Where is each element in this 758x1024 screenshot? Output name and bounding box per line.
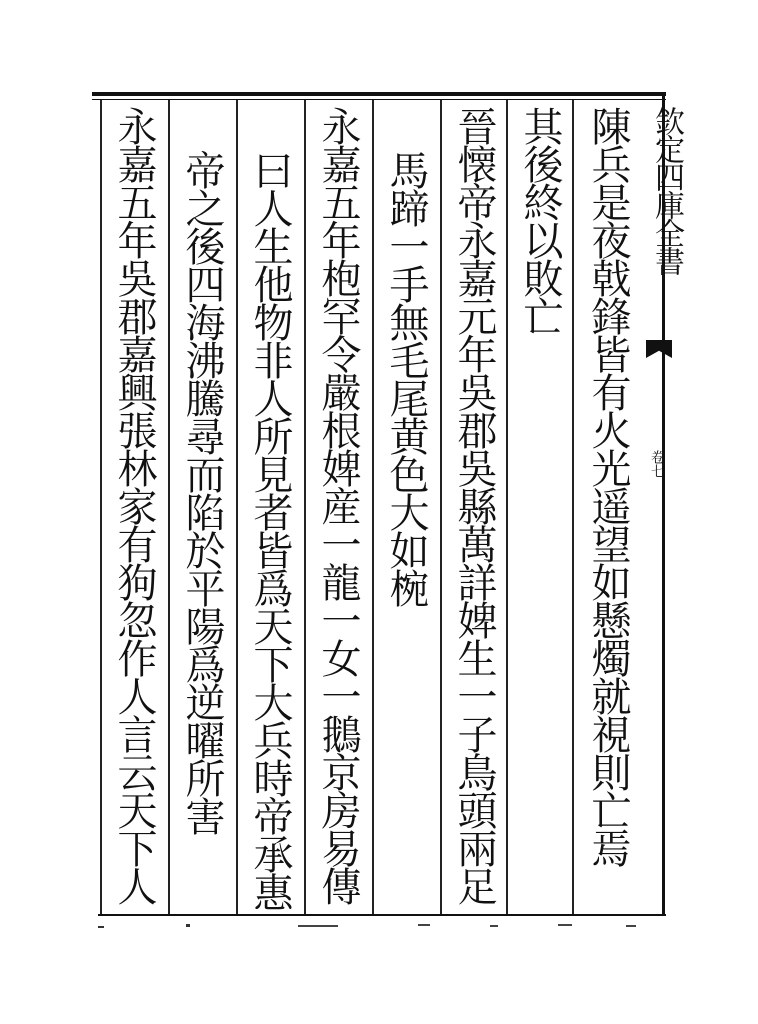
text-column-7 — [170, 150, 234, 958]
text-column-4 — [374, 150, 438, 958]
text-column-5 — [306, 106, 370, 914]
top-border-thin — [92, 99, 666, 100]
column-text: 永嘉五年枹罕令嚴根婢産一龍一女一鵝京房易傳 — [315, 106, 361, 904]
text-column-1 — [576, 106, 640, 914]
column-text: 永嘉五年吳郡嘉興張林家有狗忽作人言云天下人 — [111, 106, 157, 904]
text-column-6 — [238, 150, 302, 958]
margin-volume-label: 卷七 — [649, 450, 665, 478]
column-text: 曰人生他物非人所見者皆爲天下大兵時帝承惠 — [247, 150, 293, 910]
text-column-8 — [102, 106, 166, 914]
fishtail-mark — [646, 340, 672, 358]
column-text: 陳兵是夜戟鋒皆有火光遥望如懸燭就視則亡焉 — [585, 106, 631, 866]
top-border-thick — [92, 92, 666, 96]
print-noise — [98, 920, 658, 934]
column-divider — [572, 100, 574, 914]
column-text: 晉懐帝永嘉元年吳郡吳縣萬詳婢生一子鳥頭兩足 — [451, 106, 497, 904]
column-text: 帝之後四海沸騰尋而陷於平陽爲逆曜所害 — [179, 150, 225, 834]
text-column-3 — [442, 106, 506, 914]
margin-book-title: 欽定四庫全書 — [649, 106, 684, 274]
column-text: 馬蹄一手無毛尾黄色大如椀 — [383, 150, 429, 606]
column-text: 其後終以敗亡 — [517, 106, 563, 334]
text-column-2 — [508, 106, 572, 914]
